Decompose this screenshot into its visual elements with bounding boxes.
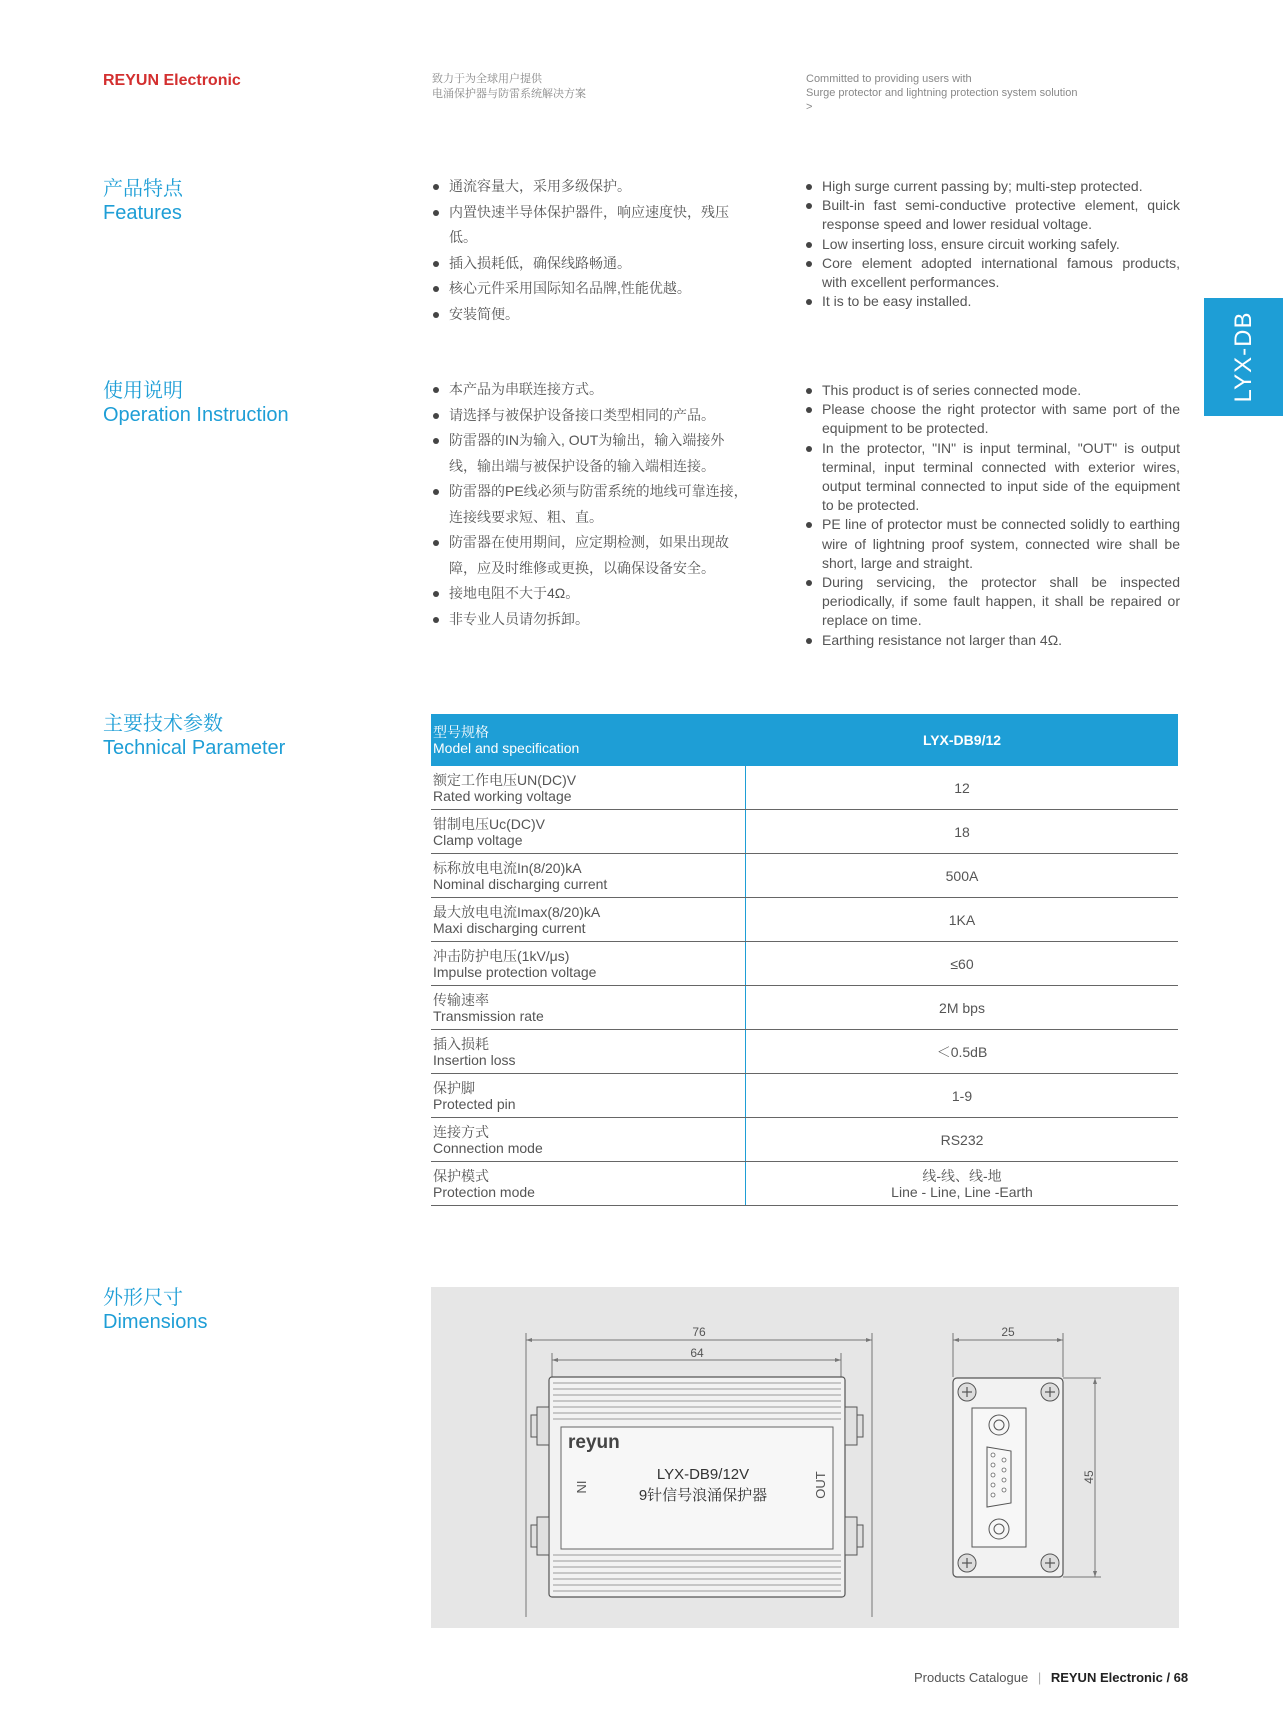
table-row	[431, 766, 1178, 810]
list-item: In the protector, "IN" is input terminal, "OUT" is output terminal, input terminal connected with exterior wires, output terminal connected to input side of the equipment to be protected.	[804, 439, 1180, 516]
operation-title-cn: 使用说明	[103, 380, 183, 402]
list-item: This product is of series connected mode.	[804, 381, 1180, 400]
param-name-en: Connection mode	[433, 1139, 543, 1156]
table-row	[431, 1162, 1178, 1206]
footer-brand: REYUN Electronic	[1050, 1670, 1163, 1685]
operation-heading	[103, 379, 289, 427]
param-value: RS232	[746, 1118, 1179, 1162]
brand-name: REYUN Electronic	[103, 72, 241, 89]
list-item: Built-in fast semi-conductive protective element, quick response speed and lower residual voltage.	[804, 196, 1180, 234]
table-row	[431, 1030, 1178, 1074]
dim-25-label: 25	[1001, 1325, 1015, 1339]
param-value-cn: 线-线、线-地	[922, 1167, 1002, 1184]
list-item: 内置快速半导体保护器件，响应速度快，残压低。	[431, 200, 751, 251]
table-header-row	[431, 714, 1178, 766]
param-name-en: Rated working voltage	[433, 787, 572, 804]
features-title-cn: 产品特点	[103, 178, 183, 200]
list-item: 安装简便。	[431, 302, 751, 328]
param-name-en: Protection mode	[433, 1183, 535, 1200]
db9-plate	[972, 1408, 1026, 1547]
dimensions-title-cn: 外形尺寸	[103, 1287, 183, 1309]
table-row	[431, 810, 1178, 854]
tagline-en	[806, 72, 1078, 114]
list-item: 防雷器的IN为输入, OUT为输出，输入端接外线，输出端与被保护设备的输入端相连接。	[431, 428, 751, 479]
dim-76-label: 76	[692, 1325, 706, 1339]
param-name-cn: 最大放电电流Imax(8/20)kA	[433, 903, 601, 920]
dimensions-title-en: Dimensions	[103, 1311, 208, 1333]
param-value-en: Line - Line, Line -Earth	[891, 1183, 1033, 1200]
param-name-en: Protected pin	[433, 1095, 516, 1112]
tagline-cn-line: 致力于为全球用户提供	[432, 73, 542, 85]
list-item: 防雷器在使用期间，应定期检测，如果出现故障，应及时维修或更换，以确保设备安全。	[431, 530, 751, 581]
connector-out	[845, 1407, 863, 1555]
param-value: 500A	[746, 854, 1179, 898]
footer	[914, 1670, 1188, 1685]
param-name-cn: 保护模式	[433, 1167, 489, 1184]
param-value: 2M bps	[746, 986, 1179, 1030]
param-name-cn: 冲击防护电压(1kV/μs)	[433, 947, 570, 964]
param-value: 18	[746, 810, 1179, 854]
table-row	[431, 986, 1178, 1030]
param-name-cn: 连接方式	[433, 1123, 489, 1140]
table-row	[431, 942, 1178, 986]
header-label-cn: 型号规格	[433, 724, 489, 740]
param-value: 12	[746, 766, 1179, 810]
table-row	[431, 1074, 1178, 1118]
dimensions-heading	[103, 1286, 207, 1334]
list-item: 请选择与被保护设备接口类型相同的产品。	[431, 403, 751, 429]
dimension-drawing-svg	[431, 1287, 1179, 1628]
header-label-cell	[431, 714, 746, 766]
model-label: LYX-DB9/12V	[656, 1466, 750, 1483]
header-label-en: Model and specification	[433, 740, 580, 756]
param-name-cn: 插入损耗	[433, 1035, 489, 1052]
list-item: 本产品为串联连接方式。	[431, 377, 751, 403]
param-name-en: Transmission rate	[433, 1007, 544, 1024]
dim-45-label: 45	[1082, 1470, 1096, 1484]
param-value: ＜0.5dB	[746, 1030, 1179, 1074]
param-name-en: Impulse protection voltage	[433, 963, 597, 980]
reyun-logo: reyun	[568, 1432, 620, 1453]
operation-list-en	[804, 381, 1180, 650]
features-heading	[103, 177, 183, 225]
operation-list-cn	[431, 377, 751, 632]
list-item: 核心元件采用国际知名品牌,性能优越。	[431, 276, 751, 302]
param-name-cn: 传输速率	[433, 991, 489, 1008]
param-name-en: Nominal discharging current	[433, 875, 608, 892]
param-name-en: Maxi discharging current	[433, 919, 586, 936]
features-list-cn	[431, 174, 751, 327]
param-name-cn: 保护脚	[433, 1079, 475, 1096]
param-value: ≤60	[746, 942, 1179, 986]
list-item: Low inserting loss, ensure circuit working safely.	[804, 235, 1180, 254]
tagline-cn-line: 电涌保护器与防雷系统解决方案	[432, 88, 586, 100]
side-tab	[1204, 298, 1283, 416]
list-item: Please choose the right protector with same port of the equipment to be protected.	[804, 400, 1180, 438]
list-item: Core element adopted international famous products, with excellent performances.	[804, 254, 1180, 292]
tech-title-cn: 主要技术参数	[103, 713, 223, 735]
side-tab-label: LYX-DB	[1229, 311, 1257, 403]
table-row	[431, 1118, 1178, 1162]
table-row	[431, 854, 1178, 898]
out-label: OUT	[813, 1471, 828, 1499]
table-row	[431, 898, 1178, 942]
param-name-en: Insertion loss	[433, 1051, 516, 1068]
tech-title-en: Technical Parameter	[103, 737, 286, 759]
tagline-en-line: Committed to providing users with	[806, 73, 972, 85]
list-item: 接地电阻不大于4Ω。	[431, 581, 751, 607]
param-name-cn: 钳制电压Uc(DC)V	[433, 815, 545, 832]
footer-separator: |	[1037, 1670, 1042, 1685]
list-item: 插入损耗低，确保线路畅通。	[431, 251, 751, 277]
param-name-en: Clamp voltage	[433, 831, 523, 848]
product-label-cn: 9针信号浪涌保护器	[638, 1487, 768, 1504]
model-cell: LYX-DB9/12	[746, 714, 1179, 766]
param-value	[746, 1162, 1179, 1206]
features-list-en	[804, 177, 1180, 311]
footer-catalogue: Products Catalogue	[914, 1670, 1029, 1685]
param-name-cn: 额定工作电压UN(DC)V	[433, 771, 577, 788]
operation-title-en: Operation Instruction	[103, 404, 289, 426]
list-item: High surge current passing by; multi-step protected.	[804, 177, 1180, 196]
features-title-en: Features	[103, 202, 182, 224]
connector-in	[531, 1407, 549, 1555]
param-value: 1KA	[746, 898, 1179, 942]
dim-64-label: 64	[690, 1346, 704, 1360]
list-item: During servicing, the protector shall be inspected periodically, if some fault happen, it shall be repaired or replace on time.	[804, 573, 1180, 631]
footer-page-number: / 68	[1166, 1670, 1189, 1685]
list-item: 非专业人员请勿拆卸。	[431, 607, 751, 633]
list-item: 通流容量大，采用多级保护。	[431, 174, 751, 200]
list-item: Earthing resistance not larger than 4Ω.	[804, 631, 1180, 650]
list-item: 防雷器的PE线必须与防雷系统的地线可靠连接，连接线要求短、粗、直。	[431, 479, 751, 530]
list-item: It is to be easy installed.	[804, 292, 1180, 311]
tagline-cn	[432, 72, 586, 102]
list-item: PE line of protector must be connected solidly to earthing wire of lightning proof system, connected wire shall be short, large and straight.	[804, 515, 1180, 573]
tagline-en-arrow: >	[806, 101, 813, 113]
tagline-en-line: Surge protector and lightning protection system solution	[806, 87, 1078, 99]
param-value: 1-9	[746, 1074, 1179, 1118]
tech-heading	[103, 712, 285, 760]
param-name-cn: 标称放电电流In(8/20)kA	[433, 859, 582, 876]
dimension-drawing	[431, 1287, 1179, 1628]
in-label: IN	[574, 1480, 589, 1494]
spec-table	[431, 714, 1178, 1206]
